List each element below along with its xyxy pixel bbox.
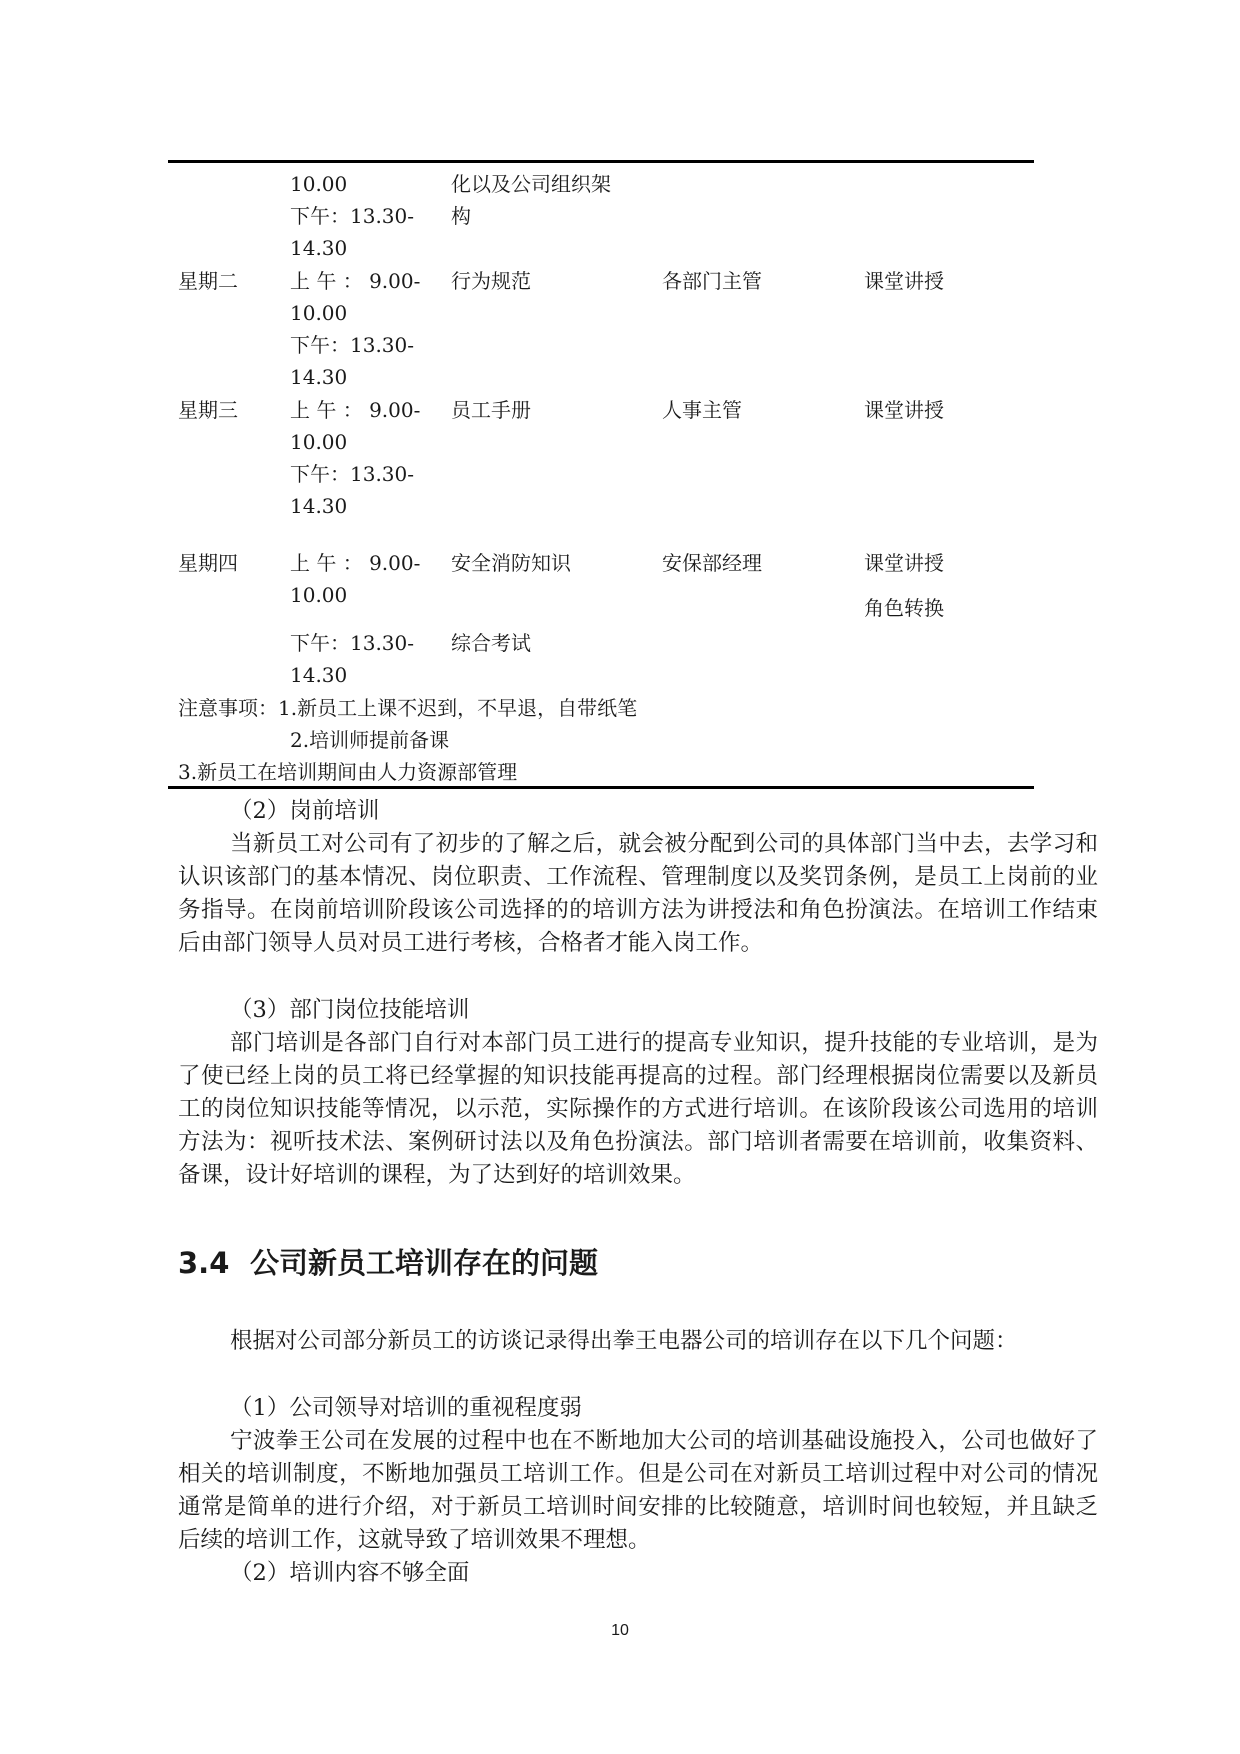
time-line: 上 午 ： 9.00- (290, 269, 421, 293)
table-cell-day: 星期二 (178, 269, 238, 293)
table-cell-method: 课堂讲授 (864, 551, 944, 575)
subsection-heading: （3）部门岗位技能培训 (230, 997, 470, 1023)
section-title-text: 公司新员工培训存在的问题 (250, 1246, 599, 1280)
table-cell-day: 星期三 (178, 398, 238, 422)
table-cell-content: 员工手册 (451, 398, 531, 422)
paragraph: 当新员工对公司有了初步的了解之后，就会被分配到公司的具体部门当中去，去学习和认识该部门的基本情况、岗位职责、工作流程、管理制度以及奖罚条例，是员工上岗前的业务指导。在岗前培训阶段该公司选择的的培训方法为讲授法和角色扮演法。在培训工作结束后由部门领导人员对员工进行考核，合格者才能入岗工作。 (178, 831, 1098, 956)
time-line: 14.30 (290, 236, 348, 260)
subsection-heading: （1）公司领导对培训的重视程度弱 (230, 1395, 582, 1421)
table-note: 注意事项：1.新员工上课不迟到，不早退，自带纸笔 (178, 696, 638, 720)
table-cell-method: 课堂讲授 (864, 398, 944, 422)
table-top-rule (168, 160, 1034, 163)
time-line: 14.30 (290, 663, 348, 687)
paragraph: 宁波拳王公司在发展的过程中也在不断地加大公司的培训基础设施投入，公司也做好了相关的培训制度，不断地加强员工培训工作。但是公司在对新员工培训过程中对公司的情况通常是简单的进行介绍，对于新员工培训时间安排的比较随意，培训时间也较短，并且缺乏后续的培训工作，这就导致了培训效果不理想。 (178, 1428, 1098, 1553)
content-line: 化以及公司组织架 (451, 172, 611, 196)
table-cell-day: 星期四 (178, 551, 238, 575)
table-cell-method: 课堂讲授 (864, 269, 944, 293)
time-line: 下午：13.30- (290, 631, 415, 655)
table-cell-content: 安全消防知识 (451, 551, 571, 575)
subsection-heading: （2）培训内容不够全面 (230, 1560, 470, 1586)
table-cell-method: 角色转换 (864, 596, 944, 620)
time-line: 10.00 (290, 583, 348, 607)
subsection-heading: （2）岗前培训 (230, 798, 380, 824)
content-line: 构 (451, 204, 471, 228)
table-cell-content: 行为规范 (451, 269, 531, 293)
table-cell-time (290, 168, 440, 264)
time-line: 下午：13.30- (290, 204, 415, 228)
table-cell-content (451, 168, 611, 232)
table-cell-time (290, 265, 440, 393)
table-note: 3.新员工在培训期间由人力资源部管理 (178, 760, 518, 784)
table-note: 2.培训师提前备课 (290, 728, 450, 752)
table-cell-time (290, 627, 440, 691)
table-cell-time (290, 394, 440, 522)
time-line: 下午：13.30- (290, 333, 415, 357)
paragraph: 根据对公司部分新员工的访谈记录得出拳王电器公司的培训存在以下几个问题： (230, 1328, 1018, 1354)
time-line: 上 午 ： 9.00- (290, 551, 421, 575)
time-line: 10.00 (290, 172, 348, 196)
section-title (178, 1243, 598, 1283)
time-line: 下午：13.30- (290, 462, 415, 486)
table-bottom-rule (168, 786, 1034, 789)
page-number: 10 (611, 1622, 629, 1639)
time-line: 10.00 (290, 301, 348, 325)
time-line: 14.30 (290, 494, 348, 518)
paragraph: 部门培训是各部门自行对本部门员工进行的提高专业知识，提升技能的专业培训，是为了使已经上岗的员工将已经掌握的知识技能再提高的过程。部门经理根据岗位需要以及新员工的岗位知识技能等情况，以示范，实际操作的方式进行培训。在该阶段该公司选用的培训方法为：视听技术法、案例研讨法以及角色扮演法。部门培训者需要在培训前，收集资料、备课，设计好培训的课程，为了达到好的培训效果。 (178, 1030, 1098, 1188)
time-line: 10.00 (290, 430, 348, 454)
table-cell-teacher: 各部门主管 (662, 269, 762, 293)
table-cell-content: 综合考试 (451, 631, 531, 655)
section-number: 3.4 (178, 1246, 230, 1280)
table-cell-teacher: 人事主管 (662, 398, 742, 422)
table-cell-time (290, 547, 440, 611)
time-line: 上 午 ： 9.00- (290, 398, 421, 422)
table-cell-teacher: 安保部经理 (662, 551, 762, 575)
time-line: 14.30 (290, 365, 348, 389)
